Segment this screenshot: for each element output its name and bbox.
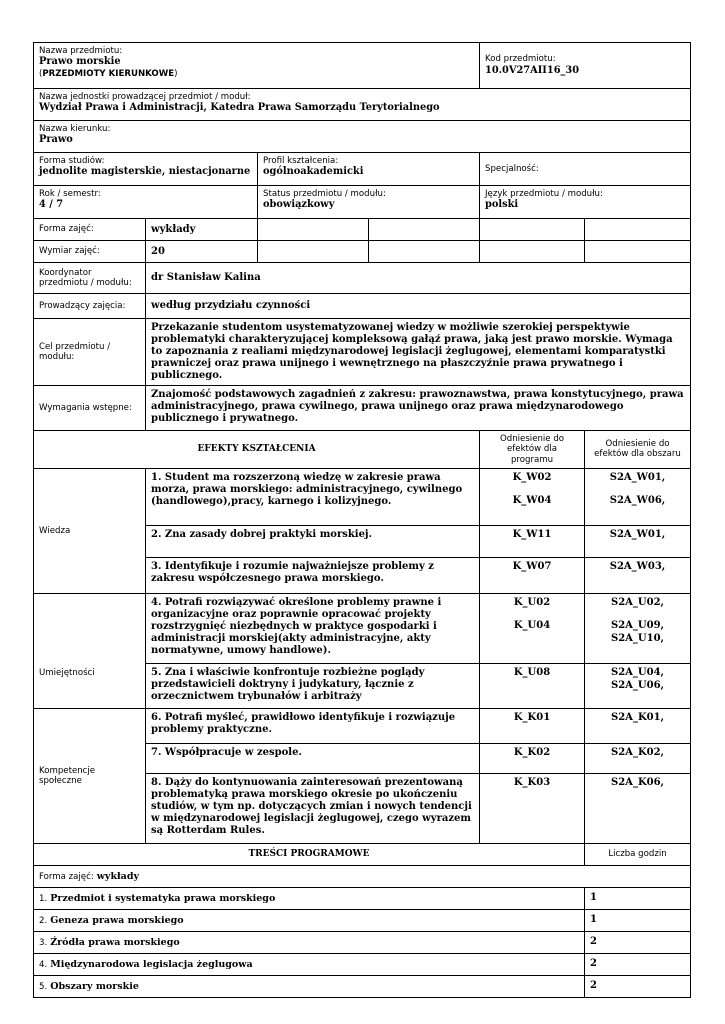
subject-name-cell [34,43,480,89]
area-codes [585,773,691,843]
content-form-cell [34,865,691,887]
topic-cell [34,909,585,931]
coordinator-label: Koordynator przedmiotu / modułu: [34,263,146,294]
outcome-text: 4. Potrafi rozwiązywać określone problemy prawne i organizacyjne oraz poprawnie opracować projekty rozstrzygnięć niezbędnych w praktyce gospodarki i administracji morskiej(akty administracyjne, akty normatywne, umowy handlowe). [146,593,480,663]
field-cell [34,121,691,153]
language-cell [480,186,691,219]
unit-value: Wydział Prawa i Administracji, Katedra Prawa Samorządu Terytorialnego [39,102,440,114]
goal-label: Cel przedmiotu / modułu: [34,319,146,386]
subject-group-wrap [39,69,177,79]
subject-name-label: Nazwa przedmiotu: [39,46,123,56]
area-code: S2A_U06, [610,679,665,691]
hours-label: Wymiar zajęć: [34,241,146,263]
content-title: TREŚCI PROGRAMOWE [34,843,585,865]
topic-title: Źródła prawa morskiego [50,936,180,948]
area-code: S2A_U10, [610,632,665,644]
empty-cell [585,219,691,241]
outcomes-title: EFEKTY KSZTAŁCENIA [34,431,480,469]
content-hours-header: Liczba godzin [585,843,691,865]
program-codes [480,743,585,773]
area-code: S2A_U04, [610,666,665,678]
topic-row [34,931,691,953]
area-code: S2A_W01, [609,471,666,483]
program-code: K_K02 [513,746,551,758]
area-code: S2A_K02, [611,746,665,758]
outcome-text: 6. Potrafi myśleć, prawidłowo identyfikuje i rozwiązuje problemy praktyczne. [146,708,480,743]
topic-hours: 2 [585,975,691,997]
outcome-row [34,708,691,743]
hours-row [34,241,691,263]
subject-name: Prawo morskie [39,56,121,68]
topic-number: 3. [39,937,48,948]
outcome-text: 1. Student ma rozszerzoną wiedzę w zakresie prawa morza, prawa morskiego: administracyjnego, cywilnego (handlowego),pracy, karnego i kolizyjnego. [146,468,480,525]
empty-cell [258,219,369,241]
area-code: S2A_W06, [609,494,666,506]
area-codes [585,468,691,525]
profile-value: ogólnoakademicki [263,166,364,178]
program-code: K_W02 [512,471,552,483]
outcome-text: 8. Dąży do kontynuowania zainteresowań prezentowaną problematyką prawa morskiego okresie po ukończeniu studiów, w tym np. dotyczących zmian i nowych tendencji w międzynarodowej legislacji żeglugowej, czego wyrazem są Rotterdam Rules. [146,773,480,843]
area-codes [585,557,691,593]
field-row [34,121,691,153]
hours-value: 20 [146,241,258,263]
study-form-value: jednolite magisterskie, niestacjonarne [39,166,251,178]
topic-hours: 2 [585,953,691,975]
program-codes [480,525,585,557]
specialty-label: Specjalność: [485,163,539,174]
area-code: S2A_K06, [611,776,665,788]
topic-title: Przedmiot i systematyka prawa morskiego [50,892,276,904]
program-code: K_U04 [513,619,551,631]
outcome-group-social: Kompetencje społeczne [34,708,146,843]
status-cell [258,186,480,219]
teacher-value: według przydziału czynności [146,294,691,319]
outcomes-header-row [34,431,691,469]
topic-number: 2. [39,915,48,926]
requirements-label: Wymagania wstępne: [34,386,146,431]
program-ref-header: Odniesienie do efektów dla programu [480,431,585,469]
area-code: S2A_W01, [609,528,666,540]
coordinator-value: dr Stanisław Kalina [146,263,691,294]
topic-row [34,887,691,909]
topic-row [34,975,691,997]
topic-title: Geneza prawa morskiego [50,914,184,926]
year-cell [34,186,258,219]
program-code: K_W07 [512,560,552,572]
program-codes [480,468,585,525]
empty-cell [585,241,691,263]
topic-row [34,909,691,931]
program-codes [480,663,585,708]
area-codes [585,743,691,773]
empty-cell [369,241,480,263]
status-value: obowiązkowy [263,199,335,211]
course-card [33,42,690,998]
content-form-label: Forma zajęć: [39,871,94,882]
empty-cell [480,241,585,263]
paren-open: ( [39,69,43,80]
year-label: Rok / semestr: [39,189,101,199]
topic-cell [34,931,585,953]
content-header-row [34,843,691,865]
area-codes [585,525,691,557]
field-label: Nazwa kierunku: [39,124,111,134]
outcome-text: 2. Zna zasady dobrej praktyki morskiej. [146,525,480,557]
program-code: K_W04 [512,494,552,506]
class-form-row [34,219,691,241]
subject-code-label: Kod przedmiotu: [485,54,556,65]
unit-cell [34,89,691,121]
area-codes [585,663,691,708]
unit-label: Nazwa jednostki prowadzącej przedmiot / moduł: [39,92,251,102]
study-form-label: Forma studiów: [39,156,105,166]
subject-code: 10.0V27AII16_30 [485,64,580,76]
subject-code-cell [480,43,691,89]
topic-title: Międzynarodowa legislacja żeglugowa [50,958,253,970]
topic-cell [34,975,585,997]
content-form-value: wykłady [96,870,140,882]
teacher-row [34,294,691,319]
outcome-group-skills: Umiejętności [34,593,146,708]
field-value: Prawo [39,134,73,146]
topic-number: 5. [39,981,48,992]
outcome-text: 3. Identyfikuje i rozumie najważniejsze problemy z zakresu współczesnego prawa morskiego. [146,557,480,593]
topic-hours: 1 [585,909,691,931]
year-value: 4 / 7 [39,199,64,211]
topic-number: 1. [39,893,48,904]
program-code: K_W11 [512,528,552,540]
area-ref-header: Odniesienie do efektów dla obszaru [585,431,691,469]
requirements-value: Znajomość podstawowych zagadnień z zakresu: prawoznawstwa, prawa konstytucyjnego, prawa administracyjnego, prawa cywilnego, prawa unijnego oraz prawa międzynarodowego publicznego i prywatnego. [146,386,691,431]
paren-close: ) [174,69,178,80]
topic-number: 4. [39,959,48,970]
program-code: K_U08 [513,666,551,678]
area-code: S2A_K01, [611,711,665,723]
course-table [33,42,691,998]
empty-cell [369,219,480,241]
outcome-text: 5. Zna i właściwie konfrontuje rozbieżne poglądy przedstawicieli doktryny i judykatury, łącznie z orzecznictwem trybunałów i arbitraży [146,663,480,708]
coordinator-row [34,263,691,294]
topic-cell [34,887,585,909]
goal-value: Przekazanie studentom usystematyzowanej wiedzy w możliwie szerokiej perspektywie problematyki charakteryzującej kompleksową gałąź prawa, jaką jest prawo morskie. Wymaga to zapoznania z realiami międzynarodowej legislacji żeglugowej, elementami komparatystki prawniczej oraz prawa unijnego i wewnętrznego na płaszczyźnie prawa prywatnego i publicznego. [146,319,691,386]
area-code: S2A_U09, [610,619,665,631]
outcome-group-knowledge: Wiedza [34,468,146,593]
topic-hours: 2 [585,931,691,953]
area-codes [585,708,691,743]
program-code: K_K03 [513,776,551,788]
status-label: Status przedmiotu / modułu: [263,189,386,199]
outcome-row [34,468,691,525]
area-codes [585,593,691,663]
class-form-value: wykłady [146,219,258,241]
program-codes [480,773,585,843]
program-code: K_U02 [513,596,551,608]
subject-group: PRZEDMIOTY KIERUNKOWE [42,69,175,80]
requirements-row [34,386,691,431]
area-code: S2A_W03, [609,560,666,572]
language-label: Język przedmiotu / modułu: [485,189,603,199]
class-form-label: Forma zajęć: [34,219,146,241]
topic-title: Obszary morskie [50,980,139,992]
goal-row [34,319,691,386]
subject-row [34,43,691,89]
year-row [34,186,691,219]
form-row [34,153,691,186]
topic-hours: 1 [585,887,691,909]
profile-cell [258,153,480,186]
topic-cell [34,953,585,975]
outcome-row [34,593,691,663]
program-codes [480,708,585,743]
program-code: K_K01 [513,711,551,723]
teacher-label: Prowadzący zajęcia: [34,294,146,319]
language-value: polski [485,199,519,211]
empty-cell [480,219,585,241]
content-form-row [34,865,691,887]
program-codes [480,593,585,663]
study-form-cell [34,153,258,186]
topic-row [34,953,691,975]
empty-cell [258,241,369,263]
program-codes [480,557,585,593]
profile-label: Profil kształcenia: [263,156,339,166]
unit-row [34,89,691,121]
outcome-text: 7. Współpracuje w zespole. [146,743,480,773]
specialty-cell [480,153,691,186]
area-code: S2A_U02, [610,596,665,608]
